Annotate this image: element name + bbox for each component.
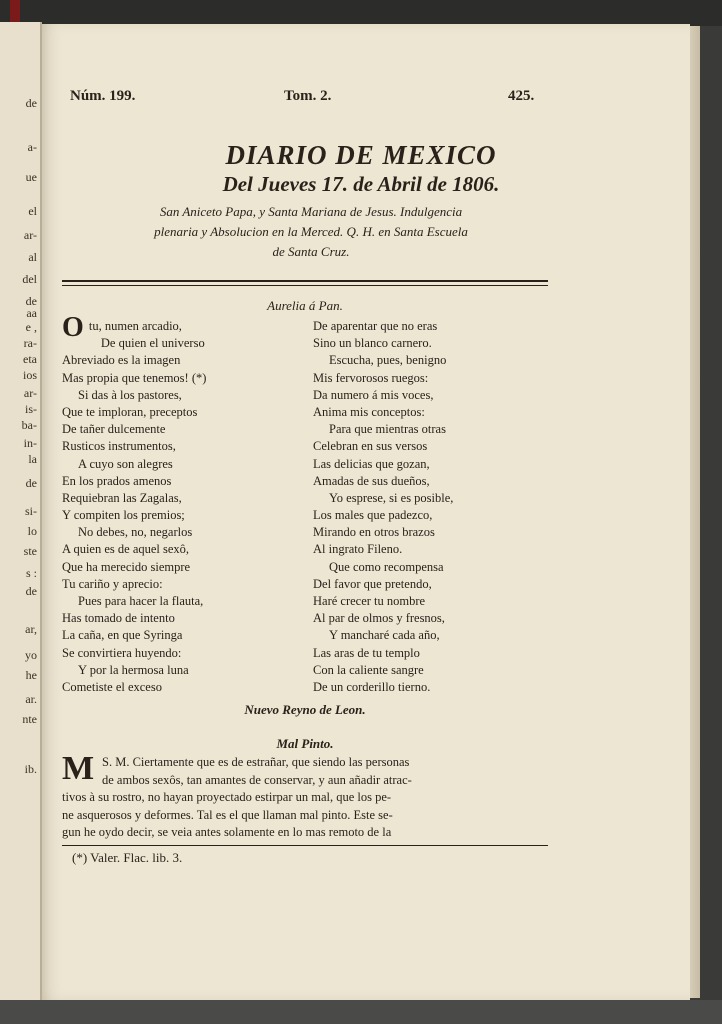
poem-line: Los males que padezco,	[313, 508, 433, 523]
footnote-rule	[62, 845, 548, 846]
poem-line: De tañer dulcemente	[62, 422, 166, 437]
facing-page-fragment: de	[25, 294, 37, 308]
poem-line: Si das à los pastores,	[78, 387, 182, 402]
poem-line: Las delicias que gozan,	[313, 456, 430, 471]
article-title: Mal Pinto.	[276, 736, 334, 751]
poem-line: Se convirtiera huyendo:	[62, 645, 182, 660]
poem-line: Y mancharé cada año,	[329, 628, 440, 643]
poem-line: De quien el universo	[100, 336, 205, 351]
facing-page-fragment: ar-	[23, 228, 37, 242]
poem-line: Requiebran las Zagalas,	[62, 490, 182, 505]
facing-page-fragment: ste	[23, 544, 37, 558]
facing-page-fragment: ar.	[25, 692, 37, 706]
article-drop-cap: M	[62, 750, 95, 787]
facing-page-fragment: is-	[25, 402, 37, 416]
poem-line: Tu cariño y aprecio:	[62, 576, 163, 591]
saints-of-the-day	[64, 202, 558, 262]
poem-line: tu, numen arcadio,	[88, 319, 182, 333]
saints-line: San Aniceto Papa, y Santa Mariana de Jesus. Indulgencia	[159, 204, 463, 219]
background-top	[0, 0, 722, 26]
page-number: 425.	[508, 88, 535, 104]
facing-page-fragment: la	[28, 452, 37, 466]
facing-page-fragment: al	[28, 250, 37, 264]
poem-signature: Nuevo Reyno de Leon.	[244, 702, 366, 717]
facing-page-fragment: ra-	[23, 336, 37, 350]
poem-line: Mas propia que tenemos! (*)	[62, 370, 207, 385]
poem-line: Al ingrato Fileno.	[313, 542, 403, 557]
poem-line: Y compiten los premios;	[62, 508, 185, 523]
facing-page-fragment: de	[25, 96, 37, 110]
facing-page-fragment: del	[22, 272, 37, 286]
poem-line: Mirando en otros brazos	[313, 525, 435, 540]
header-rule	[62, 280, 548, 286]
background-bottom	[0, 1000, 722, 1024]
facing-page-fragment: ba-	[21, 418, 37, 432]
article-line: ne asquerosos y deformes. Tal es el que llaman mal pinto. Este se-	[62, 807, 393, 822]
facing-page-fragment: ue	[25, 170, 37, 184]
poem-line: Yo esprese, si es posible,	[329, 490, 454, 505]
facing-page-fragment: ios	[22, 368, 37, 382]
bookmark-ribbon	[10, 0, 20, 22]
newspaper-title: DIARIO DE MEXICO	[225, 140, 497, 170]
footnote: (*) Valer. Flac. lib. 3.	[72, 850, 183, 865]
facing-page-fragment: eta	[23, 352, 37, 366]
facing-page-fragment: yo	[25, 648, 37, 662]
facing-page-fragment: s :	[25, 566, 37, 580]
poem-column-right	[313, 318, 553, 696]
poem-line: De aparentar que no eras	[313, 319, 438, 333]
saints-line: de Santa Cruz.	[272, 244, 350, 259]
saints-line: plenaria y Absolucion en la Merced. Q. H. en Santa Escuela	[154, 224, 468, 239]
poem-line: Haré crecer tu nombre	[313, 594, 426, 608]
facing-page-fragment: nte	[22, 712, 37, 726]
article-line: tivos à su rostro, no hayan proyectado estirpar un mal, que los pe-	[62, 790, 392, 805]
facing-page-fragment: e ,	[25, 320, 37, 334]
article-line: gun he oydo decir, se veia antes solamente en lo mas remoto de la	[62, 825, 392, 840]
poem-line: A cuyo son alegres	[78, 456, 173, 471]
issue-number: Núm. 199.	[70, 88, 136, 104]
facing-page-fragment: lo	[27, 524, 37, 538]
poem-line: Con la caliente sangre	[313, 662, 424, 677]
poem-line: Celebran en sus versos	[313, 439, 428, 454]
poem-line: Pues para hacer la flauta,	[78, 594, 204, 609]
facing-page-fragment: ib.	[24, 762, 37, 776]
poem-line: No debes, no, negarlos	[78, 525, 193, 540]
poem-line: Que como recompensa	[329, 559, 444, 574]
article-body	[62, 750, 550, 842]
facing-page-fragment: el	[28, 204, 37, 218]
poem-line: Las aras de tu templo	[313, 645, 420, 660]
facing-page-fragment: de	[25, 476, 37, 490]
facing-page-fragment: he	[25, 668, 37, 682]
volume-number: Tom. 2.	[284, 88, 332, 104]
poem-line: Mis fervorosos ruegos:	[313, 370, 429, 385]
article-line: S. M. Ciertamente que es de estrañar, que siendo las personas	[102, 755, 410, 769]
poem-line: Has tomado de intento	[62, 611, 175, 626]
facing-page-fragment: si-	[25, 504, 37, 518]
poem-line: Anima mis conceptos:	[313, 404, 425, 419]
poem-line: De un corderillo tierno.	[313, 679, 431, 694]
facing-page-fragment: in-	[23, 436, 37, 450]
poem-line: Del favor que pretendo,	[313, 576, 432, 591]
article-line: de ambos sexôs, tan amantes de conservar, y aun añadir atrac-	[102, 772, 412, 787]
poem-line: Que te imploran, preceptos	[62, 404, 198, 419]
poem-line: La caña, en que Syringa	[62, 628, 183, 643]
poem-line: A quien es de aquel sexô,	[62, 542, 190, 557]
poem-drop-cap: O	[62, 312, 84, 343]
poem-line: Sino un blanco carnero.	[313, 336, 432, 351]
poem-line: Al par de olmos y fresnos,	[313, 611, 445, 626]
poem-line: Rusticos instrumentos,	[62, 439, 176, 454]
poem-line: Amadas de sus dueños,	[313, 473, 430, 488]
facing-page-fragment: ar-	[23, 386, 37, 400]
poem-line: Para que mientras otras	[329, 422, 446, 437]
poem-line: Da numero á mis voces,	[313, 387, 434, 402]
facing-page-fragment: a-	[27, 140, 37, 154]
poem-title: Aurelia á Pan.	[267, 298, 343, 313]
poem-line: Y por la hermosa luna	[78, 662, 189, 677]
facing-page-fragment: ar,	[25, 622, 37, 636]
poem-line: Cometiste el exceso	[62, 679, 162, 694]
poem-column-left	[62, 312, 302, 696]
poem-opening	[62, 312, 302, 352]
poem-line: En los prados amenos	[62, 473, 172, 488]
issue-date: Del Jueves 17. de Abril de 1806.	[222, 172, 500, 196]
poem-line: Que ha merecido siempre	[62, 559, 191, 574]
poem-line: Abreviado es la imagen	[62, 353, 181, 368]
facing-page-fragment: de	[25, 584, 37, 598]
facing-page-fragment: aa	[26, 306, 37, 320]
poem-line: Escucha, pues, benigno	[329, 353, 447, 368]
